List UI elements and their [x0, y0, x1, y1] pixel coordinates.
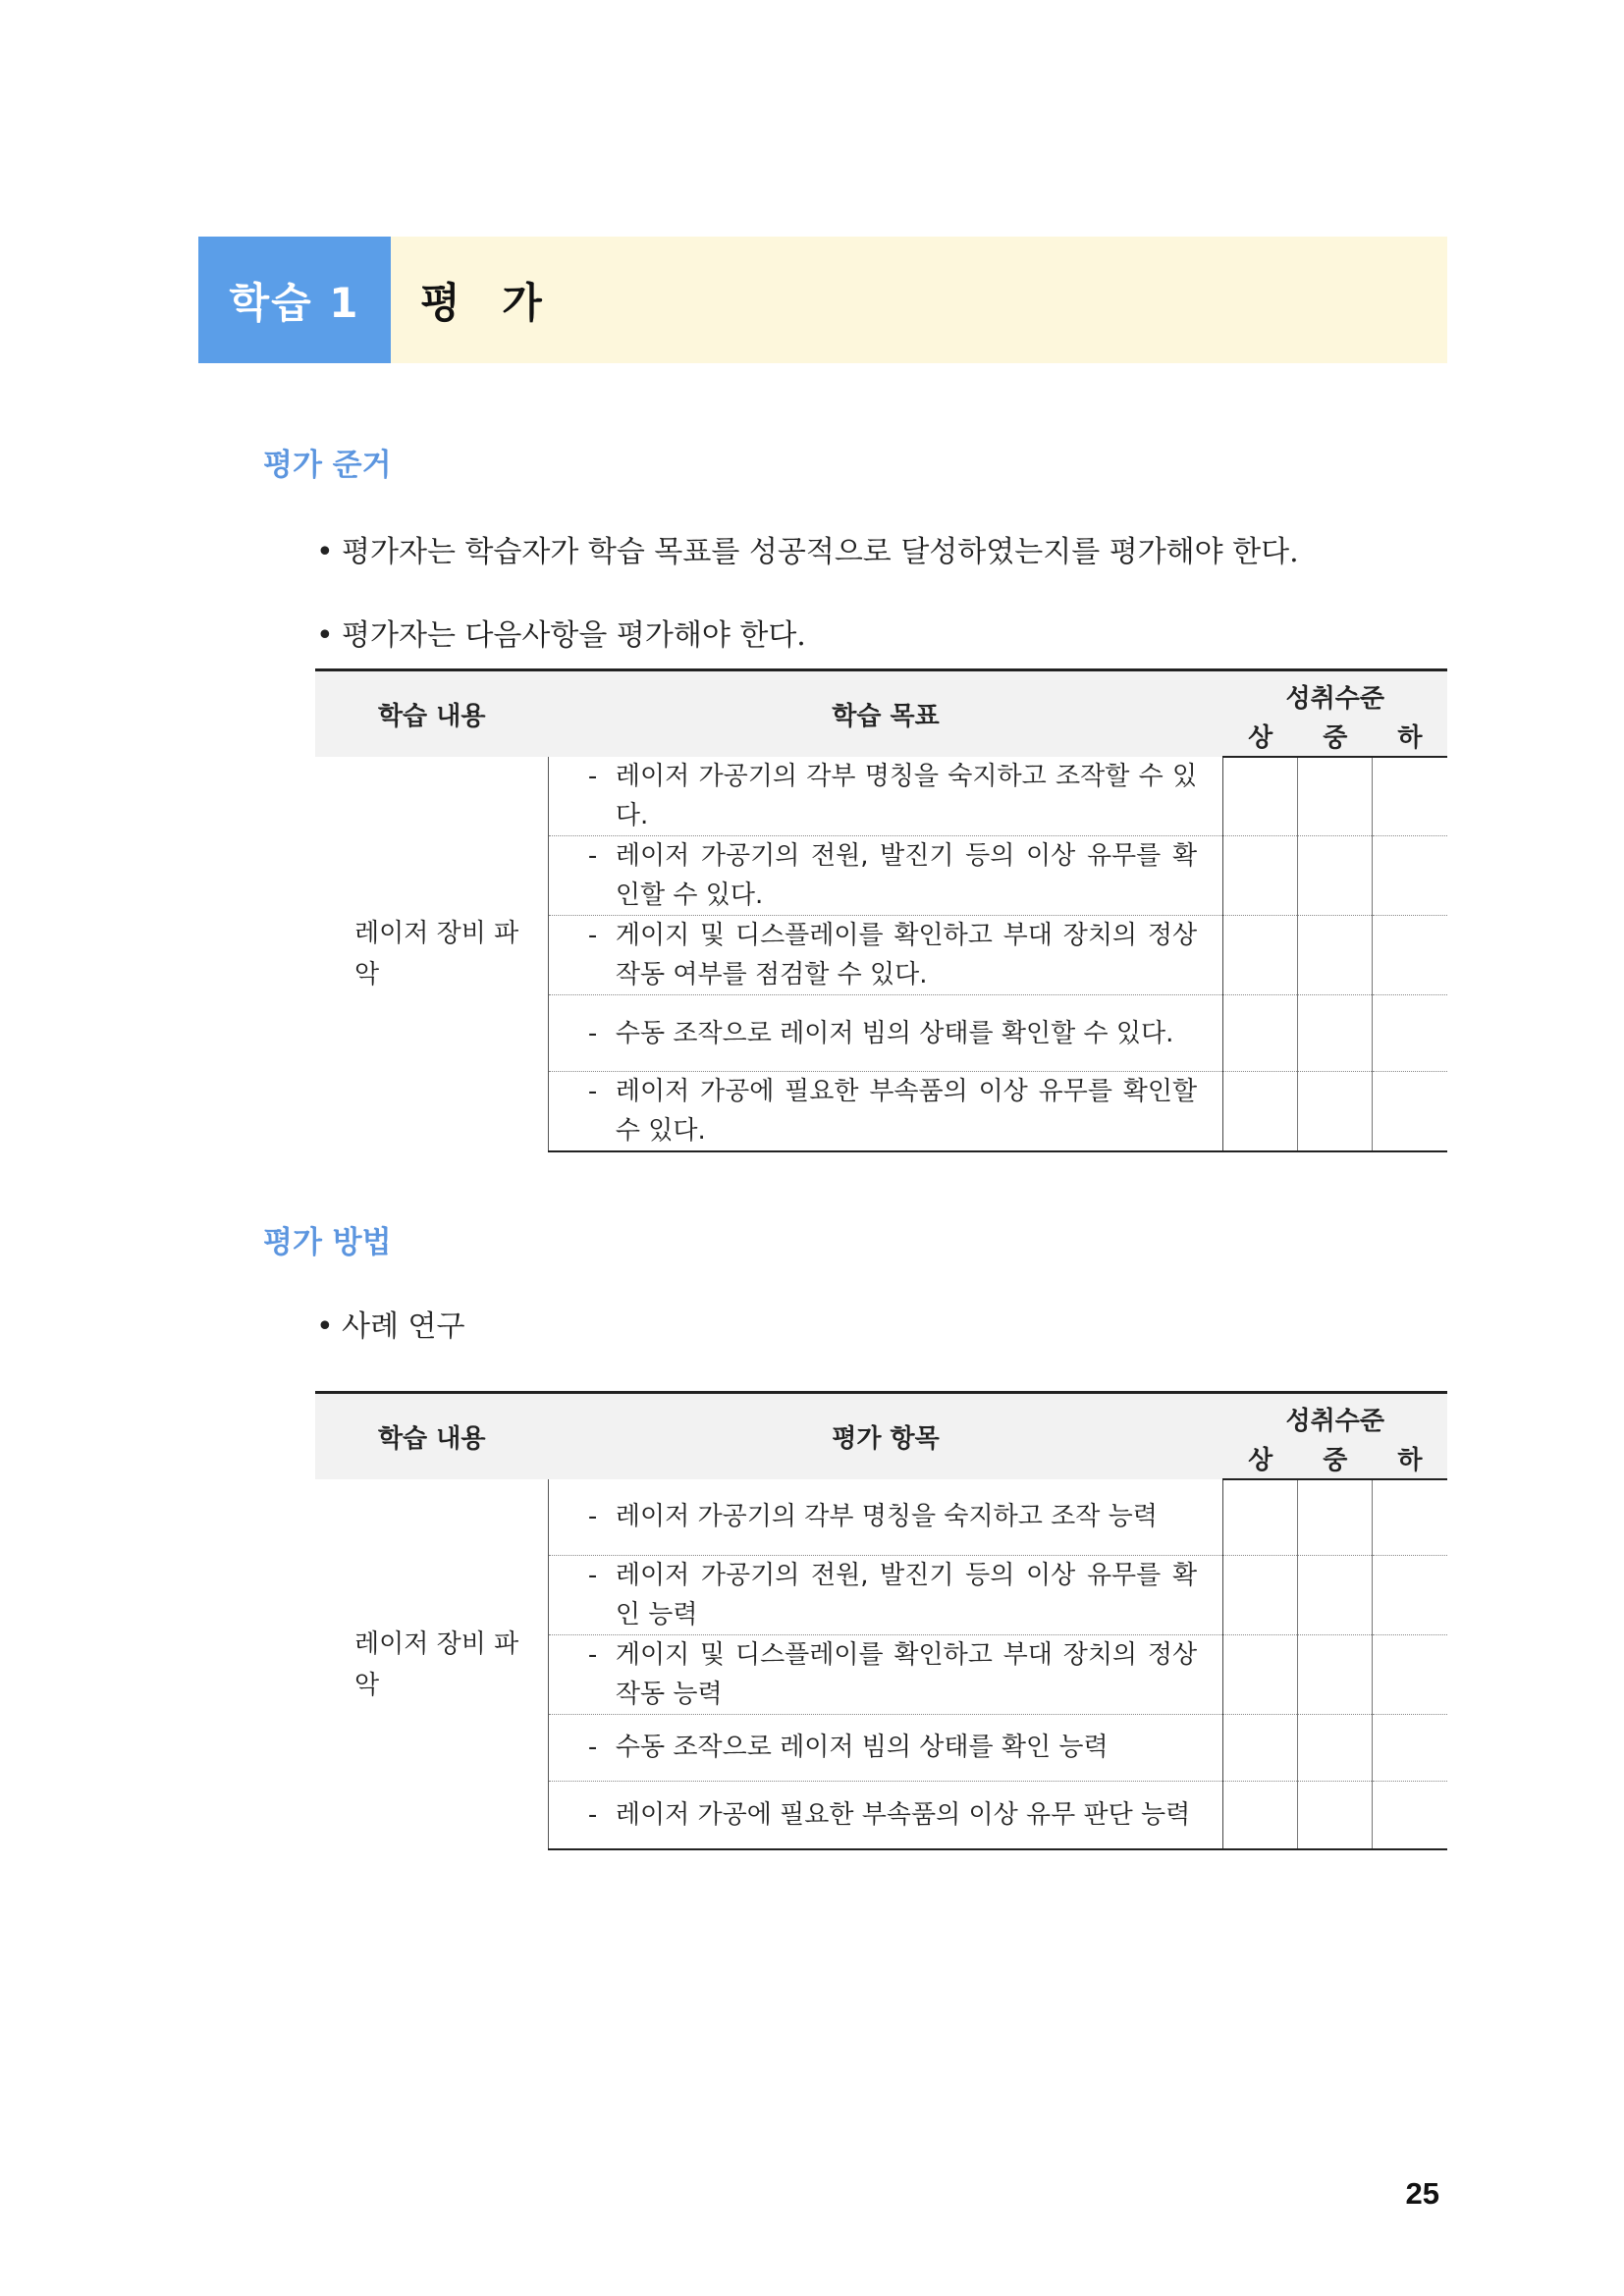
- header-level: 성취수준: [1223, 1393, 1447, 1438]
- bullet-dot: •: [316, 535, 334, 569]
- header-high: 상: [1223, 1437, 1298, 1479]
- item-text: 레이저 가공에 필요한 부속품의 이상 유무 판단 능력: [615, 1799, 1191, 1830]
- header-low: 하: [1373, 1437, 1447, 1479]
- item-text: 레이저 가공기의 각부 명칭을 숙지하고 조작 능력: [615, 1502, 1158, 1532]
- grade-high-box[interactable]: [1223, 1479, 1298, 1555]
- grade-high-box[interactable]: [1223, 1781, 1298, 1849]
- header-content: 학습 내용: [315, 670, 548, 758]
- objective-text: 레이저 가공기의 전원, 발진기 등의 이상 유무를 확인할 수 있다.: [615, 841, 1198, 910]
- item-text: 게이지 및 디스플레이를 확인하고 부대 장치의 정상 작동 능력: [615, 1639, 1198, 1709]
- grade-low-box[interactable]: [1373, 1781, 1447, 1849]
- bullet-text: 평가자는 학습자가 학습 목표를 성공적으로 달성하였는지를 평가해야 한다.: [342, 535, 1299, 569]
- banner-title: 평 가: [391, 237, 1447, 363]
- grade-high-box[interactable]: [1223, 1634, 1298, 1714]
- grade-mid-box[interactable]: [1298, 1072, 1373, 1152]
- grade-mid-box[interactable]: [1298, 1555, 1373, 1634]
- table-row: [315, 757, 1447, 836]
- method-bullet-1: [316, 1302, 464, 1345]
- grade-mid-box[interactable]: [1298, 836, 1373, 916]
- method-table: [315, 1391, 1447, 1850]
- objective-text: 수동 조작으로 레이저 빔의 상태를 확인할 수 있다.: [615, 1018, 1174, 1048]
- grade-high-box[interactable]: [1223, 836, 1298, 916]
- grade-mid-box[interactable]: [1298, 1714, 1373, 1781]
- grade-high-box[interactable]: [1223, 757, 1298, 836]
- header-level: 성취수준: [1223, 670, 1447, 716]
- criteria-bullet-1: [316, 527, 1299, 570]
- grade-low-box[interactable]: [1373, 916, 1447, 995]
- item-cell: - 게이지 및 디스플레이를 확인하고 부대 장치의 정상 작동 능력: [548, 1634, 1222, 1714]
- grade-low-box[interactable]: [1373, 1555, 1447, 1634]
- grade-high-box[interactable]: [1223, 995, 1298, 1072]
- grade-low-box[interactable]: [1373, 757, 1447, 836]
- item-text: 레이저 가공기의 전원, 발진기 등의 이상 유무를 확인 능력: [615, 1560, 1198, 1629]
- item-cell: - 레이저 가공에 필요한 부속품의 이상 유무 판단 능력: [548, 1781, 1222, 1849]
- grade-mid-box[interactable]: [1298, 757, 1373, 836]
- header-content: 학습 내용: [315, 1393, 548, 1480]
- bullet-text: 사례 연구: [342, 1309, 465, 1344]
- criteria-bullet-2: [316, 611, 806, 654]
- grade-high-box[interactable]: [1223, 1714, 1298, 1781]
- objective-cell: - 레이저 가공에 필요한 부속품의 이상 유무를 확인할 수 있다.: [548, 1072, 1222, 1152]
- criteria-table: [315, 668, 1447, 1152]
- objective-text: 레이저 가공기의 각부 명칭을 숙지하고 조작할 수 있다.: [615, 762, 1198, 830]
- objective-cell: - 수동 조작으로 레이저 빔의 상태를 확인할 수 있다.: [548, 995, 1222, 1072]
- header-mid: 중: [1298, 715, 1373, 757]
- learning-content-cell: 레이저 장비 파악: [315, 757, 548, 1151]
- grade-low-box[interactable]: [1373, 1479, 1447, 1555]
- item-text: 수동 조작으로 레이저 빔의 상태를 확인 능력: [615, 1733, 1109, 1762]
- grade-mid-box[interactable]: [1298, 995, 1373, 1072]
- grade-low-box[interactable]: [1373, 995, 1447, 1072]
- objective-cell: - 레이저 가공기의 전원, 발진기 등의 이상 유무를 확인할 수 있다.: [548, 836, 1222, 916]
- bullet-dot: •: [316, 1309, 334, 1344]
- objective-text: 게이지 및 디스플레이를 확인하고 부대 장치의 정상 작동 여부를 점검할 수 있다.: [615, 921, 1198, 989]
- page-number: 25: [1405, 2176, 1439, 2211]
- bullet-text: 평가자는 다음사항을 평가해야 한다.: [342, 618, 806, 653]
- grade-low-box[interactable]: [1373, 1714, 1447, 1781]
- grade-low-box[interactable]: [1373, 1072, 1447, 1152]
- header-low: 하: [1373, 715, 1447, 757]
- header-high: 상: [1223, 715, 1298, 757]
- grade-high-box[interactable]: [1223, 916, 1298, 995]
- header-mid: 중: [1298, 1437, 1373, 1479]
- item-cell: - 레이저 가공기의 각부 명칭을 숙지하고 조작 능력: [548, 1479, 1222, 1555]
- grade-high-box[interactable]: [1223, 1072, 1298, 1152]
- bullet-dot: •: [316, 618, 334, 653]
- grade-mid-box[interactable]: [1298, 916, 1373, 995]
- grade-low-box[interactable]: [1373, 1634, 1447, 1714]
- header-item: 평가 항목: [548, 1393, 1222, 1480]
- header-objective: 학습 목표: [548, 670, 1222, 758]
- grade-mid-box[interactable]: [1298, 1781, 1373, 1849]
- item-cell: - 레이저 가공기의 전원, 발진기 등의 이상 유무를 확인 능력: [548, 1555, 1222, 1634]
- grade-mid-box[interactable]: [1298, 1479, 1373, 1555]
- item-cell: - 수동 조작으로 레이저 빔의 상태를 확인 능력: [548, 1714, 1222, 1781]
- learning-unit-label: 학습 1: [198, 237, 391, 363]
- grade-mid-box[interactable]: [1298, 1634, 1373, 1714]
- grade-low-box[interactable]: [1373, 836, 1447, 916]
- objective-cell: - 레이저 가공기의 각부 명칭을 숙지하고 조작할 수 있다.: [548, 757, 1222, 836]
- criteria-heading: 평가 준거: [263, 448, 392, 483]
- method-heading: 평가 방법: [263, 1225, 392, 1260]
- objective-text: 레이저 가공에 필요한 부속품의 이상 유무를 확인할 수 있다.: [615, 1077, 1198, 1146]
- objective-cell: - 게이지 및 디스플레이를 확인하고 부대 장치의 정상 작동 여부를 점검할 수 있다.: [548, 916, 1222, 995]
- section-banner: [198, 237, 1447, 363]
- table-row: [315, 1479, 1447, 1555]
- learning-content-cell: 레이저 장비 파악: [315, 1479, 548, 1849]
- grade-high-box[interactable]: [1223, 1555, 1298, 1634]
